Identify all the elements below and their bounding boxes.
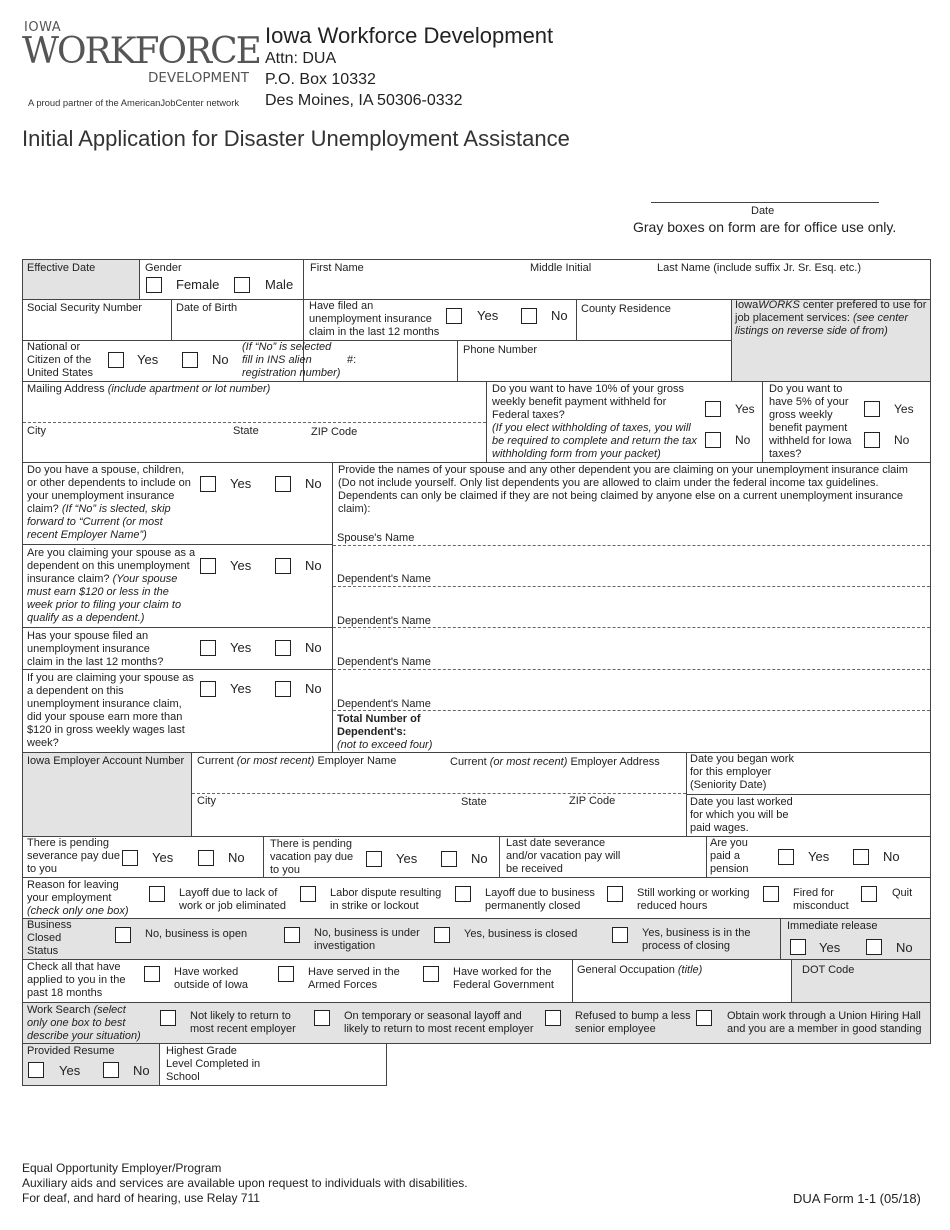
filed-ui-yes-label: Yes bbox=[477, 308, 499, 323]
logo bbox=[22, 18, 260, 113]
fed-tax-no-checkbox[interactable] bbox=[705, 432, 721, 448]
spouse-filed-no-checkbox[interactable] bbox=[275, 640, 291, 656]
severance-no-checkbox[interactable] bbox=[198, 850, 214, 866]
spouse-earned-yes-label: Yes bbox=[230, 681, 252, 696]
spouse-filed-yes-checkbox[interactable] bbox=[200, 640, 216, 656]
business-closing-checkbox[interactable] bbox=[612, 927, 628, 943]
alien-note: (If “No” is selected fill in INS alien registration number) bbox=[242, 341, 341, 379]
date-line[interactable] bbox=[651, 202, 879, 203]
claim-spouse-question bbox=[27, 547, 197, 625]
fed-tax-label: Do you want to have 10% of your gross weekly benefit payment withheld for Federal taxes? bbox=[492, 383, 684, 421]
emp-name-b: (or most recent) bbox=[236, 755, 315, 767]
federal-government-label: Have worked for the Federal Government bbox=[453, 966, 554, 991]
middle-initial-label: Middle Initial bbox=[530, 262, 592, 274]
phone-label: Phone Number bbox=[463, 344, 537, 356]
vacation-yes-checkbox[interactable] bbox=[366, 851, 382, 867]
fed-tax-note: (If you elect withholding of taxes, you will be required to complete and return the tax withholding form from your packet) bbox=[492, 422, 697, 460]
dependent-name-label-1: Dependent's Name bbox=[337, 573, 431, 585]
vacation-label: There is pending vacation pay due to you bbox=[270, 838, 354, 876]
resume-yes-label: Yes bbox=[59, 1063, 81, 1078]
iowaworks-c: center prefered to use for job placement services: bbox=[735, 299, 927, 324]
search-union-checkbox[interactable] bbox=[696, 1010, 712, 1026]
resume-no-label: No bbox=[133, 1063, 150, 1078]
logo-state: IOWA bbox=[24, 20, 62, 35]
search-not-return-checkbox[interactable] bbox=[160, 1010, 176, 1026]
business-investigation-checkbox[interactable] bbox=[284, 927, 300, 943]
filed-ui-no-checkbox[interactable] bbox=[521, 308, 537, 324]
logo-sub: DEVELOPMENT bbox=[147, 70, 249, 86]
citizen-yes-checkbox[interactable] bbox=[108, 352, 124, 368]
mailing-b: (include apartment or lot number) bbox=[107, 383, 271, 395]
reason-still-working-label: Still working or working reduced hours bbox=[637, 887, 750, 912]
severance-yes-checkbox[interactable] bbox=[122, 850, 138, 866]
reason-layoff-checkbox[interactable] bbox=[149, 886, 165, 902]
claim-spouse-no-checkbox[interactable] bbox=[275, 558, 291, 574]
dependent-name-label-3: Dependent's Name bbox=[337, 656, 431, 668]
last-name-label: Last Name (include suffix Jr. Sr. Esq. etc.) bbox=[657, 262, 861, 274]
mailing-a: Mailing Address bbox=[27, 383, 108, 395]
spouse-filed-yes-label: Yes bbox=[230, 640, 252, 655]
employer-name-label bbox=[197, 755, 396, 768]
citizen-no-checkbox[interactable] bbox=[182, 352, 198, 368]
reason-still-working-checkbox[interactable] bbox=[607, 886, 623, 902]
dependents-no-checkbox[interactable] bbox=[275, 476, 291, 492]
logo-name: WORKFORCE bbox=[22, 31, 260, 72]
citizen-yes-label: Yes bbox=[137, 352, 159, 367]
occupation-b: (title) bbox=[677, 964, 703, 976]
employer-state-label: State bbox=[461, 796, 487, 808]
business-open-label: No, business is open bbox=[145, 928, 248, 940]
spouse-filed-no-label: No bbox=[305, 640, 322, 655]
ssn-label: Social Security Number bbox=[27, 302, 142, 314]
total-dependents-note: (not to exceed four) bbox=[337, 739, 433, 751]
business-open-checkbox[interactable] bbox=[115, 927, 131, 943]
county-label: County Residence bbox=[581, 303, 671, 315]
city-state: Des Moines, IA 50306-0332 bbox=[265, 92, 463, 109]
dep-q1-a: Do you have a spouse, children, or other dependents to include on your unemployment insurance claim? bbox=[27, 464, 191, 515]
armed-forces-checkbox[interactable] bbox=[278, 966, 294, 982]
citizen-no-label: No bbox=[212, 352, 229, 367]
filed-ui-no-label: No bbox=[551, 308, 568, 323]
reason-business-closed-label: Layoff due to business permanently closed bbox=[485, 887, 595, 912]
search-b: (select only one box to best describe your situation) bbox=[27, 1004, 141, 1042]
vacation-no-label: No bbox=[471, 851, 488, 866]
vacation-yes-label: Yes bbox=[396, 851, 418, 866]
business-investigation-label: No, business is under investigation bbox=[314, 927, 420, 952]
immediate-release-no-label: No bbox=[896, 940, 913, 955]
male-label: Male bbox=[265, 277, 294, 292]
fed-tax-yes-label: Yes bbox=[735, 402, 755, 416]
dependents-no-label: No bbox=[305, 476, 322, 491]
dep-q2-b: (Your spouse must earn $120 or less in the week prior to filing your claim to qualify as a dependent.) bbox=[27, 573, 182, 624]
fed-tax-yes-checkbox[interactable] bbox=[705, 401, 721, 417]
emp-name-a: Current bbox=[197, 755, 237, 767]
check-all-label: Check all that have applied to you in the past 18 months bbox=[27, 961, 126, 999]
pension-label: Are you paid a pension bbox=[710, 837, 749, 875]
worked-outside-iowa-label: Have worked outside of Iowa bbox=[174, 966, 248, 991]
vacation-no-checkbox[interactable] bbox=[441, 851, 457, 867]
dep-q2-a: Are you claiming your spouse as a dependent on this unemployment insurance claim? bbox=[27, 547, 196, 585]
emp-addr-a: Current bbox=[450, 756, 490, 768]
zip-label: ZIP Code bbox=[311, 426, 358, 438]
search-refused-bump-label: Refused to bump a less senior employee bbox=[575, 1010, 691, 1035]
footer-aids: Auxiliary aids and services are available upon request to individuals with disabilities. bbox=[22, 1176, 468, 1190]
immediate-release-label: Immediate release bbox=[787, 920, 878, 932]
worked-outside-iowa-checkbox[interactable] bbox=[144, 966, 160, 982]
filed-ui-label: Have filed an unemployment insurance claim in the last 12 months bbox=[309, 300, 440, 338]
general-occupation-label bbox=[577, 964, 702, 977]
footer-eoe: Equal Opportunity Employer/Program bbox=[22, 1161, 222, 1175]
employer-city-label: City bbox=[197, 795, 216, 807]
employer-zip-label: ZIP Code bbox=[569, 795, 616, 807]
po-box: P.O. Box 10332 bbox=[265, 71, 376, 88]
iowa-tax-no-label: No bbox=[894, 433, 910, 447]
filed-ui-yes-checkbox[interactable] bbox=[446, 308, 462, 324]
claim-spouse-yes-checkbox[interactable] bbox=[200, 558, 216, 574]
dot-code-label: DOT Code bbox=[802, 964, 855, 976]
highest-grade-label: Highest Grade Level Completed in School bbox=[166, 1045, 261, 1083]
dependent-name-label-4: Dependent's Name bbox=[337, 698, 431, 710]
reason-a: Reason for leaving your employment bbox=[27, 879, 119, 904]
emp-name-c: Employer Name bbox=[314, 755, 397, 767]
search-temporary-checkbox[interactable] bbox=[314, 1010, 330, 1026]
fed-tax-no-label: No bbox=[735, 433, 751, 447]
spouse-earned-question: If you are claiming your spouse as a dependent on this unemployment insurance claim, did your spouse earn more than $120 in gross weekly wages last week? bbox=[27, 672, 194, 749]
federal-government-checkbox[interactable] bbox=[423, 966, 439, 982]
immediate-release-yes-label: Yes bbox=[819, 940, 841, 955]
dependents-yes-label: Yes bbox=[230, 476, 252, 491]
citizen-label: National or Citizen of the United States bbox=[27, 341, 94, 379]
page-title: Initial Application for Disaster Unemployment Assistance bbox=[22, 126, 570, 151]
iowa-tax-yes-label: Yes bbox=[894, 402, 914, 416]
logo-tagline: A proud partner of the AmericanJobCenter network bbox=[28, 97, 240, 108]
iowaworks-label bbox=[735, 299, 930, 338]
iowaworks-a: Iowa bbox=[735, 299, 759, 311]
business-status-label: Business Closed Status bbox=[27, 919, 72, 957]
alien-number-label: #: bbox=[347, 354, 357, 366]
form bbox=[22, 259, 930, 1086]
immediate-release-no-checkbox[interactable] bbox=[866, 939, 882, 955]
pension-no-label: No bbox=[883, 849, 900, 864]
employer-address-label bbox=[450, 756, 660, 769]
reason-layoff-label: Layoff due to lack of work or job eliminated bbox=[179, 887, 286, 912]
immediate-release-yes-checkbox[interactable] bbox=[790, 939, 806, 955]
reason-labor-dispute-label: Labor dispute resulting in strike or lockout bbox=[330, 887, 442, 912]
footer-relay: For deaf, and hard of hearing, use Relay 711 bbox=[22, 1191, 260, 1205]
office-note: Gray boxes on form are for office use only. bbox=[633, 219, 897, 235]
severance-yes-label: Yes bbox=[152, 850, 174, 865]
last-worked-label: Date you last worked for which you will be paid wages. bbox=[690, 796, 793, 834]
dependents-instructions: Provide the names of your spouse and any other dependent you are claiming on your unemployment insurance claim (Do not include yourself. Only list dependents you are allowed to claim under the federal income tax guidelines. Dependents can only be claimed if they are not being claimed by anyone else on a current unemployment insurance claim): bbox=[338, 464, 908, 515]
seniority-date-label: Date you began work for this employer (Seniority Date) bbox=[690, 753, 794, 791]
total-dependents-label: Total Number of Dependent's: bbox=[337, 713, 421, 738]
city-label: City bbox=[27, 425, 46, 437]
attn: Attn: DUA bbox=[265, 50, 337, 67]
business-closed-checkbox[interactable] bbox=[434, 927, 450, 943]
employer-account-label: Iowa Employer Account Number bbox=[27, 755, 185, 767]
iowa-tax-yes-checkbox[interactable] bbox=[864, 401, 880, 417]
search-refused-bump-checkbox[interactable] bbox=[545, 1010, 561, 1026]
first-name-label: First Name bbox=[310, 262, 364, 274]
business-closing-label: Yes, business is in the process of closing bbox=[642, 927, 751, 952]
gender-label: Gender bbox=[145, 262, 182, 274]
iowaworks-b: WORKS bbox=[758, 299, 800, 311]
work-search-label bbox=[27, 1004, 142, 1043]
reason-quit-label: Quit bbox=[892, 887, 913, 899]
reason-label bbox=[27, 879, 142, 918]
emp-addr-c: Employer Address bbox=[567, 756, 660, 768]
spouse-earned-no-checkbox[interactable] bbox=[275, 681, 291, 697]
reason-fired-checkbox[interactable] bbox=[763, 886, 779, 902]
spouse-earned-no-label: No bbox=[305, 681, 322, 696]
pension-yes-label: Yes bbox=[808, 849, 830, 864]
dep-q1-b: (If “No” is slected, skip forward to “Current (or most recent Employer Name”) bbox=[27, 503, 171, 541]
emp-addr-b: (or most recent) bbox=[489, 756, 568, 768]
reason-quit-checkbox[interactable] bbox=[861, 886, 877, 902]
form-id: DUA Form 1-1 (05/18) bbox=[793, 1191, 921, 1206]
effective-date-label: Effective Date bbox=[27, 262, 96, 274]
male-checkbox[interactable] bbox=[234, 277, 250, 293]
spouse-earned-yes-checkbox[interactable] bbox=[200, 681, 216, 697]
reason-business-closed-checkbox[interactable] bbox=[455, 886, 471, 902]
pension-no-checkbox[interactable] bbox=[853, 849, 869, 865]
business-closed-label: Yes, business is closed bbox=[464, 928, 578, 940]
search-union-label: Obtain work through a Union Hiring Hall and you are a member in good standing bbox=[727, 1010, 922, 1035]
spouse-filed-question: Has your spouse filed an unemployment insurance claim in the last 12 months? bbox=[27, 630, 164, 668]
iowa-tax-no-checkbox[interactable] bbox=[864, 432, 880, 448]
dob-label: Date of Birth bbox=[176, 302, 238, 314]
iowaworks-d: (see center listings on reverse side of from) bbox=[735, 312, 909, 337]
reason-b: (check only one box) bbox=[27, 905, 129, 917]
armed-forces-label: Have served in the Armed Forces bbox=[308, 966, 400, 991]
iowa-tax-label: Do you want to have 5% of your gross weekly benefit payment withheld for Iowa taxes? bbox=[769, 383, 852, 460]
state-label: State bbox=[233, 425, 259, 437]
reason-fired-label: Fired for misconduct bbox=[793, 887, 849, 912]
dependents-yes-checkbox[interactable] bbox=[200, 476, 216, 492]
dependent-name-label-2: Dependent's Name bbox=[337, 615, 431, 627]
search-not-return-label: Not likely to return to most recent employer bbox=[190, 1010, 296, 1035]
resume-label: Provided Resume bbox=[27, 1045, 115, 1057]
resume-no-checkbox[interactable] bbox=[103, 1062, 119, 1078]
last-pay-date-label: Last date severance and/or vacation pay will be received bbox=[506, 837, 621, 875]
occupation-a: General Occupation bbox=[577, 964, 678, 976]
search-a: Work Search bbox=[27, 1004, 94, 1016]
severance-no-label: No bbox=[228, 850, 245, 865]
female-checkbox[interactable] bbox=[146, 277, 162, 293]
claim-spouse-no-label: No bbox=[305, 558, 322, 573]
severance-label: There is pending severance pay due to you bbox=[27, 837, 120, 875]
pension-yes-checkbox[interactable] bbox=[778, 849, 794, 865]
dependents-question bbox=[27, 464, 192, 542]
mailing-address-label bbox=[27, 383, 270, 396]
date-label: Date bbox=[751, 205, 775, 217]
spouse-name-label: Spouse's Name bbox=[337, 532, 415, 544]
claim-spouse-yes-label: Yes bbox=[230, 558, 252, 573]
search-temporary-label: On temporary or seasonal layoff and likely to return to most recent employer bbox=[344, 1010, 534, 1035]
reason-labor-dispute-checkbox[interactable] bbox=[300, 886, 316, 902]
org-name: Iowa Workforce Development bbox=[265, 23, 554, 48]
resume-yes-checkbox[interactable] bbox=[28, 1062, 44, 1078]
female-label: Female bbox=[176, 277, 220, 292]
